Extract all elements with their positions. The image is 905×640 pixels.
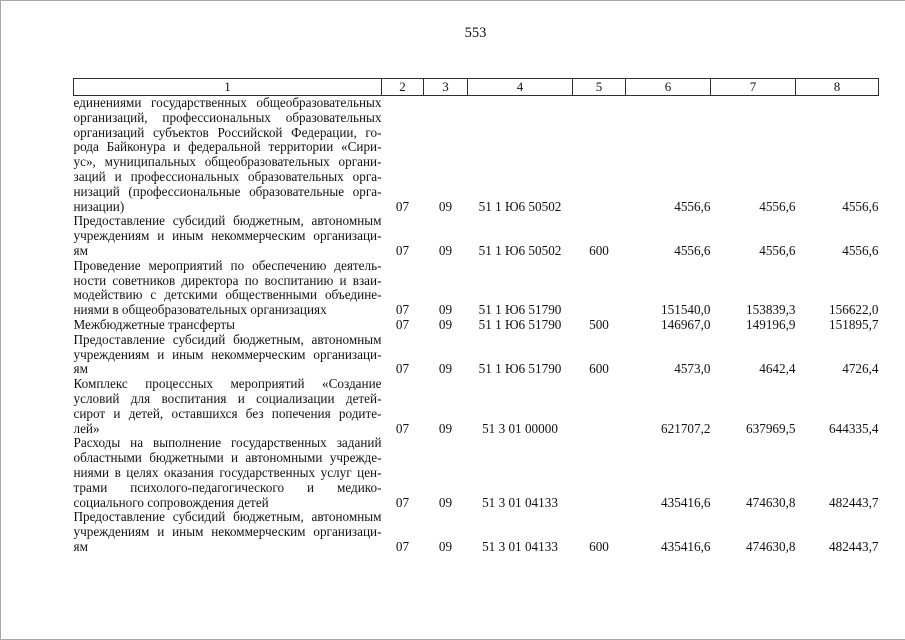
cell-amount-year-2: 637969,5 (746, 420, 796, 436)
cell-expense-type-code: 600 (589, 361, 609, 377)
cell-name: Межбюджетные трансферты (73, 316, 235, 332)
cell-amount-year-1: 621707,2 (661, 420, 711, 436)
cell-amount-year-3: 482443,7 (829, 538, 879, 554)
cell-expense-type-code (573, 436, 626, 510)
cell-amount-year-1: 146967,0 (661, 316, 711, 332)
cell-subsection-code: 09 (438, 316, 453, 332)
cell-amount-year-2: 474630,8 (746, 538, 796, 554)
cell-amount-year-3: 644335,4 (829, 420, 879, 436)
cell-target-article-code: 51 3 01 04133 (482, 538, 558, 554)
cell-subsection-code: 09 (438, 242, 453, 258)
cell-subsection-code: 09 (438, 420, 453, 436)
table-row (74, 333, 879, 377)
cell-section-code: 07 (395, 242, 410, 258)
cell-expense-type-code (573, 259, 626, 318)
header-cell-7: 7 (711, 79, 796, 96)
cell-amount-year-3: 4556,6 (842, 198, 879, 214)
cell-amount-year-3: 151895,7 (829, 316, 879, 332)
cell-subsection-code: 09 (438, 494, 453, 510)
cell-amount-year-2: 149196,9 (746, 316, 796, 332)
cell-amount-year-2: 474630,8 (746, 494, 796, 510)
cell-target-article-code: 51 1 Ю6 50502 (478, 198, 562, 214)
cell-amount-year-1: 435416,6 (661, 494, 711, 510)
cell-amount-year-3: 4726,4 (842, 361, 879, 377)
cell-name: Предоставление субсидий бюджетным, автономным учреждениям и иным некоммерческим организаци- ям (73, 213, 382, 258)
cell-section-code: 07 (395, 420, 410, 436)
header-cell-2: 2 (382, 79, 424, 96)
cell-target-article-code: 51 3 01 04133 (482, 494, 558, 510)
header-cell-4: 4 (468, 79, 573, 96)
cell-amount-year-1: 435416,6 (661, 538, 711, 554)
cell-amount-year-1: 4556,6 (674, 198, 711, 214)
cell-target-article-code: 51 1 Ю6 51790 (478, 316, 562, 332)
cell-subsection-code: 09 (438, 198, 453, 214)
cell-amount-year-2: 153839,3 (746, 302, 796, 318)
cell-section-code: 07 (395, 316, 410, 332)
cell-subsection-code: 09 (438, 361, 453, 377)
table-row (74, 318, 879, 333)
table-row (74, 436, 879, 510)
cell-amount-year-1: 151540,0 (661, 302, 711, 318)
cell-amount-year-2: 4642,4 (759, 361, 796, 377)
cell-section-code: 07 (395, 538, 410, 554)
cell-section-code: 07 (395, 198, 410, 214)
cell-target-article-code: 51 1 Ю6 51790 (478, 361, 562, 377)
cell-section-code: 07 (395, 494, 410, 510)
page-number: 553 (464, 25, 487, 41)
cell-amount-year-3: 4556,6 (842, 242, 879, 258)
cell-target-article-code: 51 3 01 00000 (482, 420, 558, 436)
cell-amount-year-3: 482443,7 (829, 494, 879, 510)
cell-amount-year-1: 4573,0 (674, 361, 711, 377)
table-column-numbers-row (74, 79, 879, 96)
cell-amount-year-3: 156622,0 (829, 302, 879, 318)
cell-expense-type-code: 600 (589, 242, 609, 258)
cell-amount-year-2: 4556,6 (759, 242, 796, 258)
table-row (74, 510, 879, 554)
header-cell-3: 3 (424, 79, 468, 96)
cell-name: Комплекс процессных мероприятий «Создание условий для воспитания и социализации детей- сирот и детей, оставшихся без попечения родите- лей» (73, 376, 382, 436)
cell-name: Расходы на выполнение государственных заданий областными бюджетными и автономными учрежде- ниями в целях оказания государственных услуг цен- трами психолого-педагогического и медико- социального сопровождения детей (73, 435, 382, 510)
cell-expense-type-code (573, 96, 626, 215)
cell-section-code: 07 (395, 302, 410, 318)
cell-name: Предоставление субсидий бюджетным, автономным учреждениям и иным некоммерческим организаци- ям (73, 509, 382, 554)
cell-target-article-code: 51 1 Ю6 51790 (478, 302, 562, 318)
header-cell-1: 1 (74, 79, 382, 96)
table-row (74, 377, 879, 436)
table-row (74, 259, 879, 318)
cell-section-code: 07 (395, 361, 410, 377)
cell-amount-year-2: 4556,6 (759, 198, 796, 214)
cell-subsection-code: 09 (438, 538, 453, 554)
cell-expense-type-code (573, 377, 626, 436)
cell-expense-type-code: 600 (589, 538, 609, 554)
header-cell-8: 8 (796, 79, 879, 96)
cell-name: Предоставление субсидий бюджетным, автономным учреждениям и иным некоммерческим организаци- ям (73, 331, 382, 377)
budget-table-body (74, 96, 879, 555)
table-row (74, 96, 879, 215)
cell-name: Проведение мероприятий по обеспечению деятель- ности советников директора по воспитанию и взаи- модействию с детскими общественными объедине- ниями в общеобразовательных организациях (73, 257, 382, 318)
table-row (74, 214, 879, 258)
header-cell-5: 5 (573, 79, 626, 96)
cell-amount-year-1: 4556,6 (674, 242, 711, 258)
cell-subsection-code: 09 (438, 302, 453, 318)
cell-name: единениями государственных общеобразовательных организаций, профессиональных образовательных организаций субъектов Российской Федерации, го- рода Байконура и федеральной территории «Сири- ус», муниципальных общеобразовательных органи- заций и профессиональных образовательных орга- низаций (профессиональные образовательные орга- низации) (73, 95, 382, 214)
budget-table (73, 78, 879, 555)
header-cell-6: 6 (626, 79, 711, 96)
cell-expense-type-code: 500 (589, 316, 609, 332)
cell-target-article-code: 51 1 Ю6 50502 (478, 242, 562, 258)
